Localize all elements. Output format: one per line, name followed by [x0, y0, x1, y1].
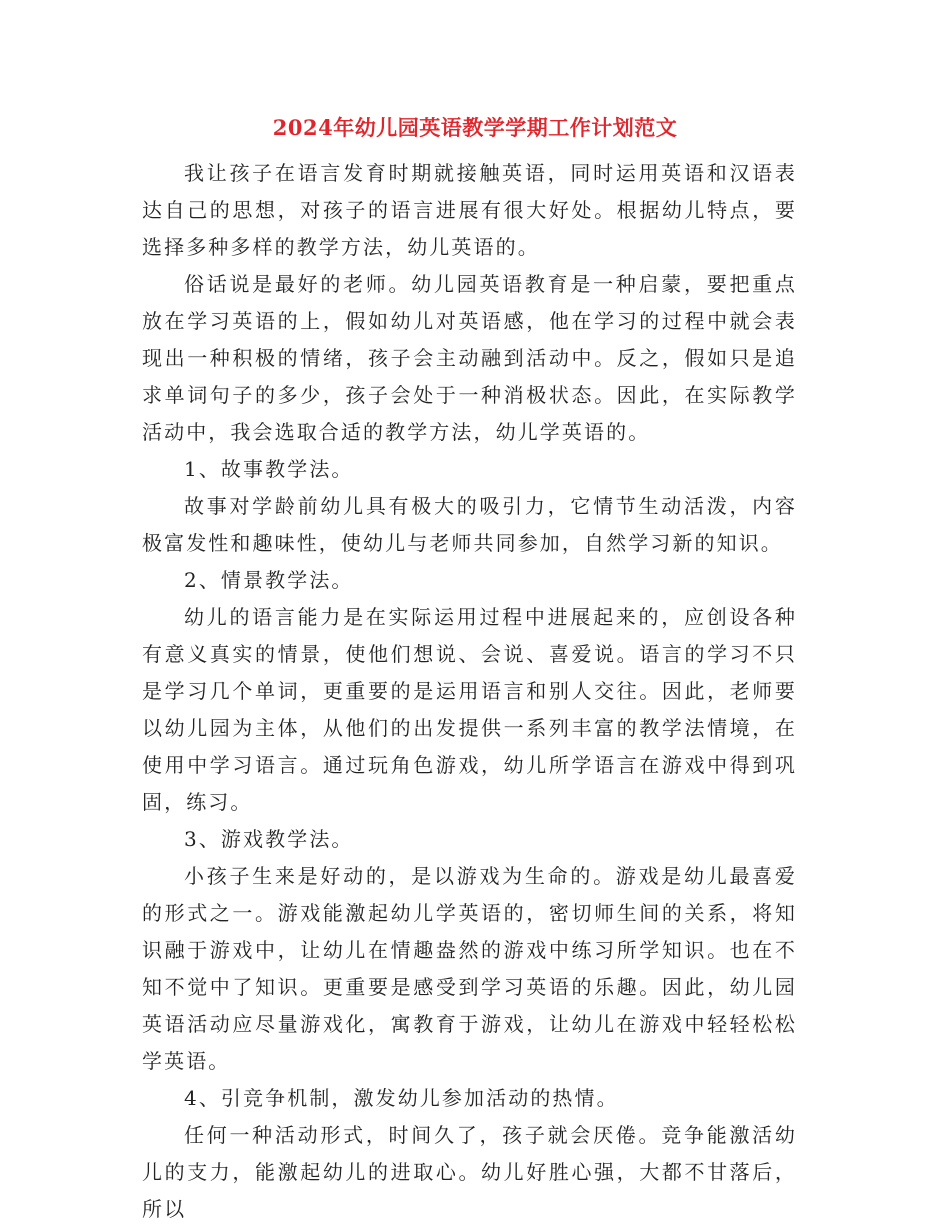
- paragraph-story-method: 故事对学龄前幼儿具有极大的吸引力，它情节生动活泼，内容极富发性和趣味性，使幼儿与老师共同参加，自然学习新的知识。: [142, 494, 797, 555]
- document-body: [142, 155, 797, 1228]
- heading-story-method: 1、故事教学法。: [184, 457, 354, 481]
- paragraph-intro: 我让孩子在语言发育时期就接触英语，同时运用英语和汉语表达自己的思想，对孩子的语言进展有很大好处。根据幼儿特点，要选择多种多样的教学方法，幼儿英语的。: [142, 161, 797, 259]
- paragraph-scene-method: 幼儿的语言能力是在实际运用过程中进展起来的，应创设各种有意义真实的情景，使他们想说、会说、喜爱说。语言的学习不只是学习几个单词，更重要的是运用语言和别人交往。因此，老师要以幼儿园为主体，从他们的出发提供一系列丰富的教学法情境，在使用中学习语言。通过玩角色游戏，幼儿所学语言在游戏中得到巩固，练习。: [142, 605, 797, 814]
- paragraph-competition: 任何一种活动形式，时间久了，孩子就会厌倦。竞争能激活幼儿的支力，能激起幼儿的进取心。幼儿好胜心强，大都不甘落后，所以: [142, 1123, 797, 1221]
- heading-scene-method: 2、情景教学法。: [184, 568, 354, 592]
- document-title: 2024年幼儿园英语教学学期工作计划范文: [272, 115, 678, 140]
- heading-competition: 4、引竞争机制，激发幼儿参加活动的热情。: [184, 1086, 619, 1110]
- paragraph-game-method: 小孩子生来是好动的，是以游戏为生命的。游戏是幼儿最喜爱的形式之一。游戏能激起幼儿学英语的，密切师生间的关系，将知识融于游戏中，让幼儿在情趣盎然的游戏中练习所学知识。也在不知不觉中了知识。更重要是感受到学习英语的乐趣。因此，幼儿园英语活动应尽量游戏化，寓教育于游戏，让幼儿在游戏中轻轻松松学英语。: [142, 864, 797, 1073]
- paragraph-teacher: 俗话说是最好的老师。幼儿园英语教育是一种启蒙，要把重点放在学习英语的上，假如幼儿对英语感，他在学习的过程中就会表现出一种积极的情绪，孩子会主动融到活动中。反之，假如只是追求单词句子的多少，孩子会处于一种消极状态。因此，在实际教学活动中，我会选取合适的教学方法，幼儿学英语的。: [142, 272, 797, 444]
- heading-game-method: 3、游戏教学法。: [184, 827, 354, 851]
